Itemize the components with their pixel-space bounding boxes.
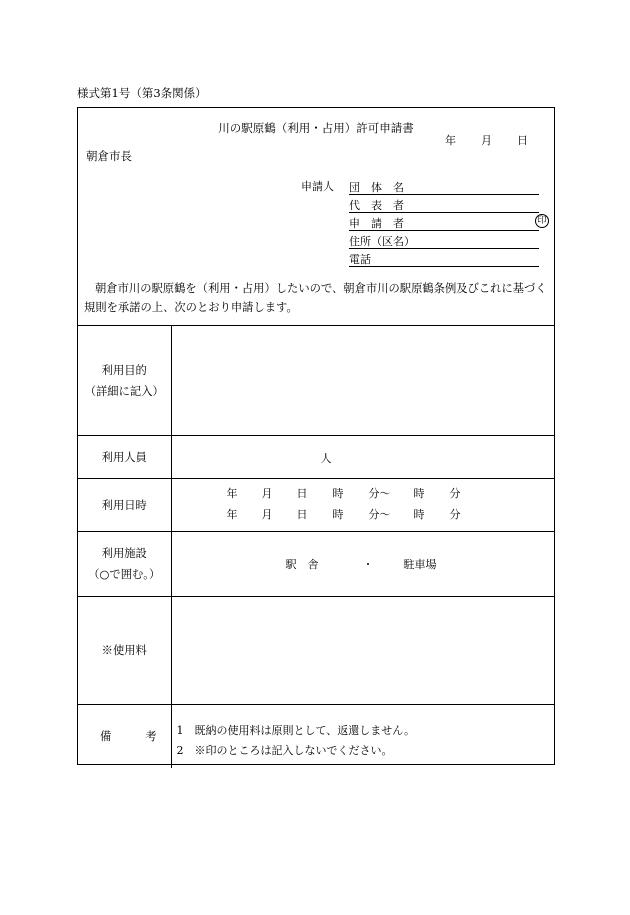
application-details-table <box>78 325 554 768</box>
dt2-year: 年 <box>226 508 238 521</box>
datetime-line-1 <box>227 485 487 505</box>
application-form <box>77 107 555 765</box>
date-month-label: 月 <box>481 134 492 147</box>
dt1-month: 月 <box>261 487 273 500</box>
remarks-label <box>78 726 171 747</box>
purpose-entry-cell[interactable] <box>171 326 554 436</box>
phone-field[interactable] <box>349 250 539 267</box>
purpose-header <box>78 326 171 436</box>
dt2-month: 月 <box>261 508 273 521</box>
facility-row <box>78 532 554 597</box>
applicant-name-label: 申 請 者 <box>349 217 404 230</box>
phone-underline <box>349 266 539 267</box>
applicant-name-field[interactable] <box>349 214 547 231</box>
application-statement: 朝倉市川の駅原鶴を（利用・占用）したいので、朝倉市川の駅原鶴条例及びこれに基づく規則を承諾の上、次のとおり申請します。 <box>84 282 547 314</box>
dt2-hour-to: 時 <box>413 508 425 521</box>
remarks-note-2 <box>172 741 555 761</box>
remarks-row <box>78 705 554 768</box>
group-name-field[interactable] <box>349 178 539 195</box>
people-label: 利用人員 <box>78 436 171 479</box>
fee-label: ※使用料 <box>78 597 171 705</box>
applicant-label: 申請人 <box>301 180 334 193</box>
dt2-hour: 時 <box>332 508 344 521</box>
applicant-name-underline <box>349 230 539 231</box>
form-number: 様式第1号（第3条関係） <box>77 86 207 100</box>
representative-field[interactable] <box>349 196 539 213</box>
group-name-label: 団 体 名 <box>349 181 404 194</box>
people-entry-cell[interactable] <box>171 436 554 479</box>
representative-underline <box>349 212 539 213</box>
facility-label: 利用施設 <box>101 547 147 560</box>
facility-separator: ・ <box>362 558 374 571</box>
remarks-note-1-text: 既納の使用料は原則として、返還しません。 <box>194 724 415 738</box>
purpose-sublabel: （詳細に記入） <box>84 384 164 398</box>
document-title: 川の駅原鶴（利用・占用）許可申請書 <box>218 121 414 135</box>
group-name-underline <box>349 194 539 195</box>
purpose-label: 利用目的 <box>101 363 147 377</box>
remarks-label-left: 備 <box>100 729 112 743</box>
address-label: 住所（区名） <box>349 235 415 248</box>
dt1-minute-to: 分 <box>449 487 461 500</box>
datetime-line-2 <box>227 506 487 526</box>
facility-sublabel: （○で囲む。） <box>88 568 161 581</box>
purpose-row <box>78 326 554 436</box>
remarks-header <box>78 705 171 768</box>
address-underline <box>349 248 539 249</box>
dt1-hour: 時 <box>332 487 344 500</box>
dt2-minute-to: 分 <box>449 508 461 521</box>
people-row <box>78 436 554 479</box>
facility-entry-cell[interactable] <box>171 532 554 597</box>
facility-header <box>78 532 171 597</box>
date-day-label: 日 <box>517 134 528 147</box>
fee-row <box>78 597 554 705</box>
fee-entry-cell <box>171 597 554 705</box>
date-year-label: 年 <box>445 134 456 147</box>
remarks-note-2-text: ※印のところは記入しないでください。 <box>194 744 393 758</box>
dt2-minute-from: 分〜 <box>368 508 391 521</box>
phone-label: 電話 <box>349 253 371 266</box>
addressee: 朝倉市長 <box>86 149 132 163</box>
remarks-note-1 <box>172 711 555 741</box>
remarks-label-right: 考 <box>145 729 157 743</box>
address-field[interactable] <box>349 232 539 249</box>
dt1-day: 日 <box>296 487 308 500</box>
remarks-note-2-number: 2 <box>176 744 184 758</box>
datetime-entry-cell[interactable] <box>171 479 554 532</box>
representative-label: 代 表 者 <box>349 199 404 212</box>
dt2-day: 日 <box>296 508 308 521</box>
facility-option-station[interactable]: 駅 舎 <box>285 558 319 571</box>
datetime-row <box>78 479 554 532</box>
people-unit: 人 <box>320 452 332 465</box>
dt1-year: 年 <box>226 487 238 500</box>
seal-icon: 印 <box>535 214 549 228</box>
datetime-label: 利用日時 <box>78 479 171 532</box>
remarks-note-1-number: 1 <box>176 724 184 738</box>
facility-option-parking[interactable]: 駐車場 <box>403 558 437 571</box>
remarks-cell <box>171 705 554 768</box>
dt1-minute-from: 分〜 <box>368 487 391 500</box>
dt1-hour-to: 時 <box>413 487 425 500</box>
